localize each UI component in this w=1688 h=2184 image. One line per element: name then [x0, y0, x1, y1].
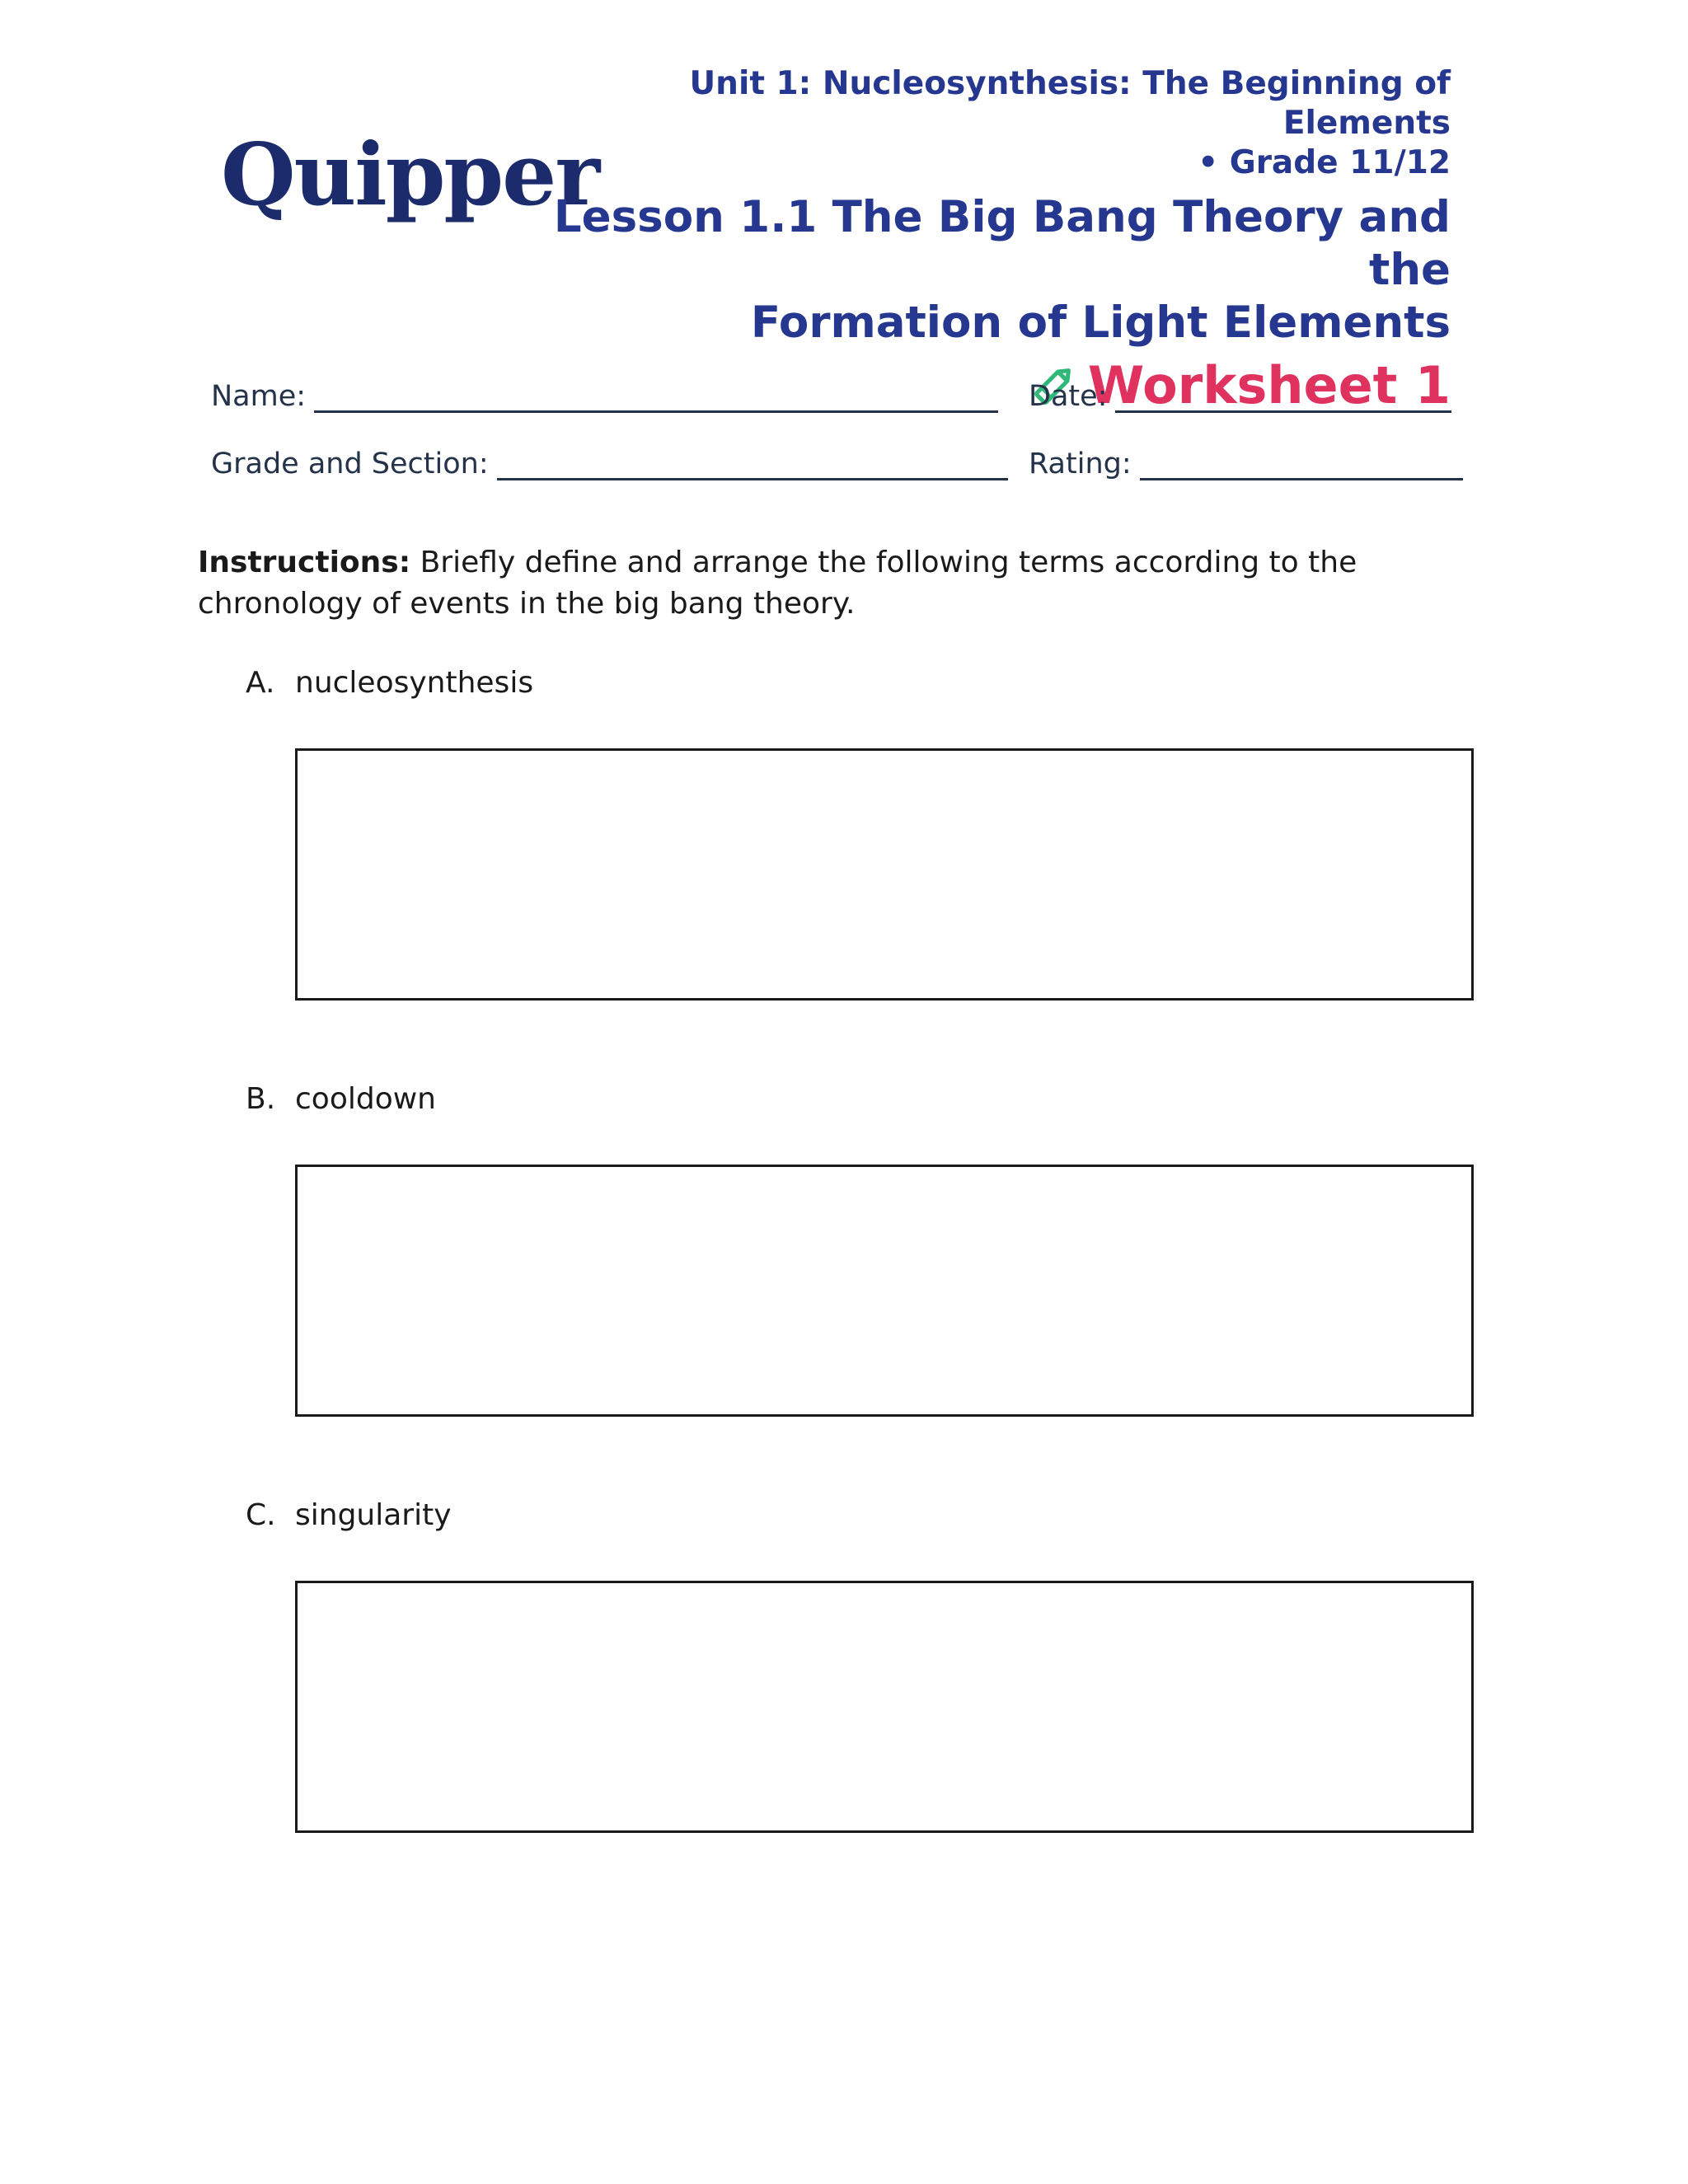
grade-section-label: Grade and Section:	[211, 448, 489, 480]
unit-title: Unit 1: Nucleosynthesis: The Beginning of Elements	[689, 65, 1451, 142]
name-label: Name:	[211, 380, 307, 413]
item-c-label	[246, 1498, 452, 1532]
item-a-label	[246, 666, 533, 700]
grade-section-field[interactable]	[497, 447, 1008, 480]
instructions-text: Briefly define and arrange the following terms according to the chronology of events in the big bang theory.	[198, 546, 1357, 621]
answer-box-a[interactable]	[295, 748, 1474, 1001]
instructions-prefix: Instructions:	[198, 546, 411, 579]
name-field-row	[211, 379, 998, 413]
item-term: singularity	[295, 1498, 452, 1532]
date-field[interactable]	[1115, 379, 1451, 413]
lesson-title	[544, 191, 1451, 349]
item-letter: A.	[246, 666, 275, 700]
worksheet-title: Worksheet 1	[1087, 355, 1451, 415]
rating-label: Rating:	[1029, 448, 1132, 480]
answer-box-c[interactable]	[295, 1581, 1474, 1833]
lesson-title-line-1: Lesson 1.1 The Big Bang Theory and the	[553, 192, 1451, 295]
date-field-row	[1029, 379, 1451, 413]
name-field[interactable]	[314, 379, 998, 413]
answer-box-b[interactable]	[295, 1165, 1474, 1417]
item-letter: B.	[246, 1082, 276, 1116]
date-label: Date:	[1029, 380, 1108, 413]
instructions	[198, 542, 1500, 625]
item-term: cooldown	[295, 1082, 436, 1116]
item-b-label	[246, 1082, 436, 1116]
quipper-logo: Quipper	[221, 124, 599, 225]
lesson-title-line-2: Formation of Light Elements	[750, 298, 1451, 348]
grade-section-field-row	[211, 447, 1008, 480]
item-term: nucleosynthesis	[295, 666, 534, 700]
rating-field-row	[1029, 447, 1463, 480]
item-letter: C.	[246, 1498, 276, 1532]
worksheet-header	[544, 64, 1451, 415]
rating-field[interactable]	[1140, 447, 1463, 480]
grade-level: • Grade 11/12	[1198, 144, 1451, 181]
